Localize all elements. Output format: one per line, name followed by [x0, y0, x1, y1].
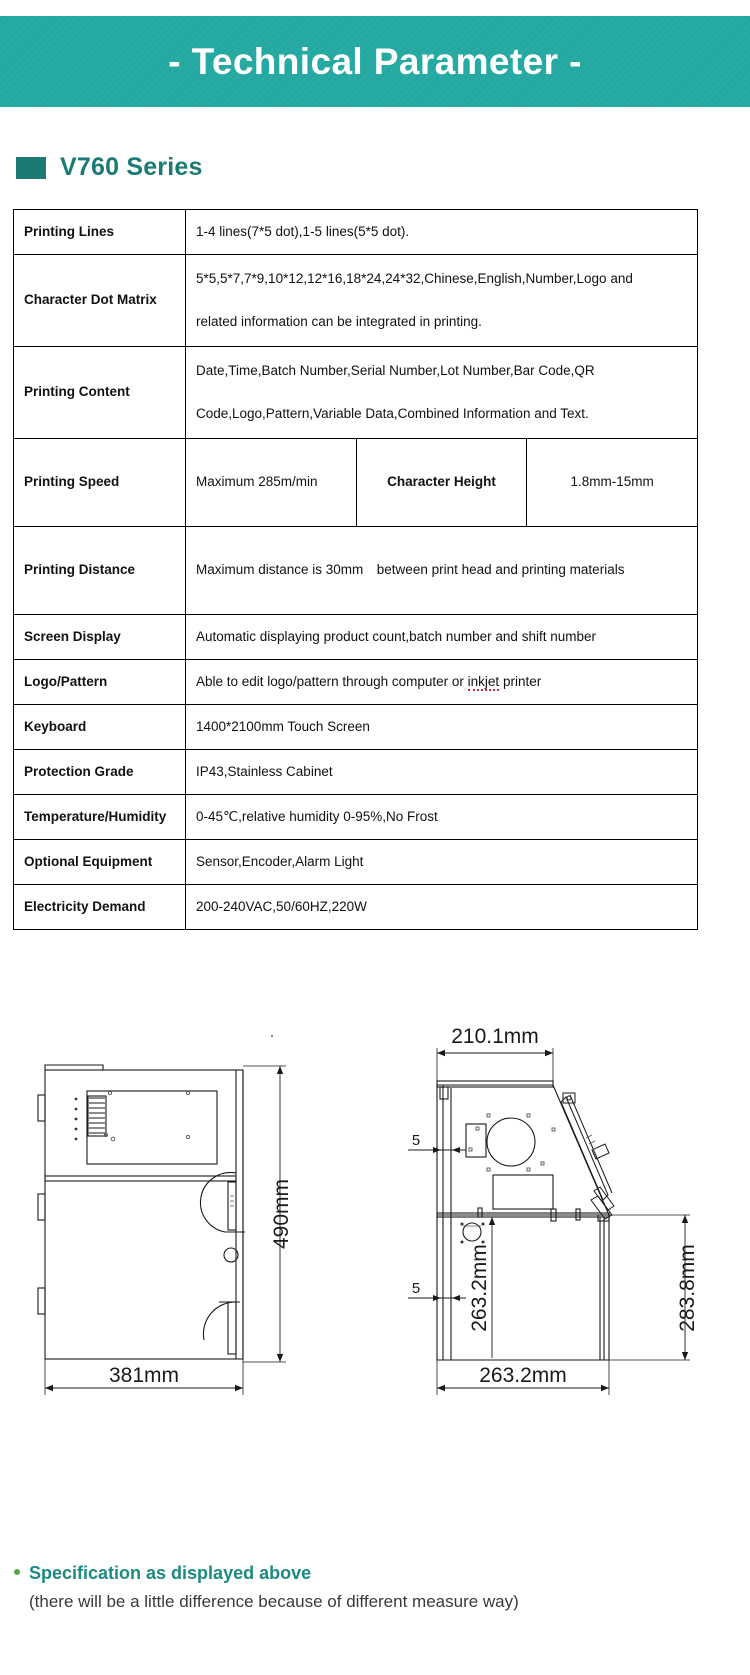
table-row	[14, 255, 698, 347]
spec-value-line-2: related information can be integrated in printing.	[196, 313, 482, 329]
spec-label-printing-content: Printing Content	[14, 347, 186, 439]
spec-value-line-1: 5*5,5*7,7*9,10*12,12*16,18*24,24*32,Chinese,English,Number,Logo and	[196, 271, 633, 287]
spec-value-optional-equipment: Sensor,Encoder,Alarm Light	[186, 840, 698, 885]
spec-value-printing-content	[186, 347, 698, 439]
side-view-leader-top-label: 5	[411, 1132, 421, 1149]
spec-label-logo-pattern: Logo/Pattern	[14, 660, 186, 705]
spec-value-line-2: Code,Logo,Pattern,Variable Data,Combined Information and Text.	[196, 405, 589, 421]
side-view-bottom-width-label: 263.2mm	[479, 1364, 567, 1387]
spec-value-electricity-demand: 200-240VAC,50/60HZ,220W	[186, 885, 698, 930]
spec-value-text-post: printer	[499, 673, 542, 689]
spec-value-logo-pattern	[186, 660, 698, 705]
table-row	[14, 750, 698, 795]
series-accent-swatch	[16, 157, 46, 179]
spec-label-optional-equipment: Optional Equipment	[14, 840, 186, 885]
front-view-drawing	[38, 1035, 293, 1395]
header-banner	[0, 16, 750, 107]
table-row	[14, 527, 698, 615]
spec-label-keyboard: Keyboard	[14, 705, 186, 750]
front-view-width-label: 381mm	[108, 1364, 180, 1387]
series-label: V760 Series	[60, 153, 203, 181]
spec-value-printing-lines: 1-4 lines(7*5 dot),1-5 lines(5*5 dot).	[186, 210, 698, 255]
front-view-height-label: 490mm	[270, 1178, 293, 1250]
table-row	[14, 660, 698, 705]
bullet-icon	[14, 1569, 20, 1575]
side-view-outer-height-label: 283.8mm	[676, 1244, 699, 1332]
spellcheck-underlined-word: inkjet	[467, 673, 500, 689]
footer-sub-note: (there will be a little difference because of different measure way)	[29, 1592, 519, 1611]
spec-label-character-dot-matrix: Character Dot Matrix	[14, 255, 186, 347]
side-view-inner-height-label: 263.2mm	[468, 1244, 491, 1332]
table-row	[14, 210, 698, 255]
page-title: - Technical Parameter -	[168, 40, 582, 82]
spec-label-printing-speed: Printing Speed	[14, 439, 186, 527]
drawings-svg	[0, 1010, 750, 1480]
table-row	[14, 840, 698, 885]
table-row	[14, 705, 698, 750]
side-view-drawing	[408, 1025, 699, 1395]
table-row	[14, 439, 698, 527]
spec-label-printing-lines: Printing Lines	[14, 210, 186, 255]
spec-value-screen-display: Automatic displaying product count,batch number and shift number	[186, 615, 698, 660]
table-row	[14, 347, 698, 439]
specification-table	[13, 209, 698, 930]
spec-value-text-pre: Able to edit logo/pattern through computer or	[196, 673, 468, 689]
spec-label-character-height: Character Height	[356, 439, 527, 527]
spec-value-protection-grade: IP43,Stainless Cabinet	[186, 750, 698, 795]
spec-value-printing-speed: Maximum 285m/min	[186, 439, 357, 527]
side-view-leader-bottom-label: 5	[411, 1280, 421, 1297]
footer-main-note-row	[14, 1563, 734, 1584]
spec-label-electricity-demand: Electricity Demand	[14, 885, 186, 930]
series-heading	[16, 153, 203, 182]
spec-value-character-height: 1.8mm-15mm	[527, 439, 698, 527]
spec-value-keyboard: 1400*2100mm Touch Screen	[186, 705, 698, 750]
spec-value-temperature-humidity: 0-45℃,relative humidity 0-95%,No Frost	[186, 795, 698, 840]
spec-value-character-dot-matrix	[186, 255, 698, 347]
table-row	[14, 795, 698, 840]
technical-drawings	[0, 1010, 750, 1480]
spec-label-printing-distance: Printing Distance	[14, 527, 186, 615]
table-row	[14, 885, 698, 930]
stray-mark	[271, 1035, 273, 1037]
spec-label-temperature-humidity: Temperature/Humidity	[14, 795, 186, 840]
footer-main-note: Specification as displayed above	[29, 1563, 312, 1583]
side-view-top-width-label: 210.1mm	[451, 1025, 539, 1048]
spec-label-screen-display: Screen Display	[14, 615, 186, 660]
table-row	[14, 615, 698, 660]
spec-value-line-1: Date,Time,Batch Number,Serial Number,Lot Number,Bar Code,QR	[196, 363, 595, 379]
footer-notes	[14, 1563, 734, 1612]
spec-label-protection-grade: Protection Grade	[14, 750, 186, 795]
spec-value-printing-distance: Maximum distance is 30mm between print head and printing materials	[186, 527, 698, 615]
